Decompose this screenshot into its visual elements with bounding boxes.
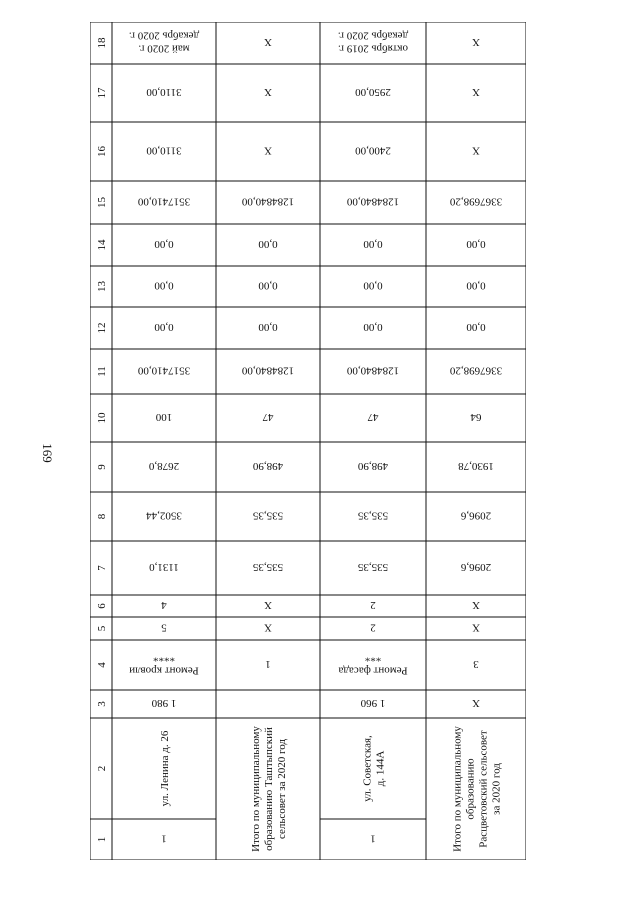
cell-r4-c17: X <box>472 86 480 98</box>
cell-r3-c11: 1284840,00 <box>346 364 400 377</box>
cell-r2-c9: 498,90 <box>252 460 284 472</box>
column-number-2: 2 <box>96 765 108 772</box>
column-number-5: 5 <box>96 625 108 632</box>
cell-r1-c9: 2678,0 <box>148 460 180 472</box>
cell-r3-c3: 1 960 <box>360 697 386 709</box>
cell-r4-c4: 3 <box>473 658 479 670</box>
column-number-15: 15 <box>96 197 108 208</box>
cell-r1-c2: ул. Ленина д. 26 <box>159 730 171 807</box>
cell-r3-c4: Ремонт фасада*** <box>338 651 408 677</box>
column-number-11: 11 <box>96 366 108 377</box>
column-number-10: 10 <box>96 412 108 424</box>
cell-r3-c7: 535,35 <box>357 561 389 573</box>
cell-r3-c10: 47 <box>367 411 379 423</box>
cell-r1-c10: 100 <box>155 411 173 423</box>
cell-r1-c16: 3110,00 <box>146 144 182 157</box>
cell-r1-c3: 1 980 <box>151 697 177 709</box>
cell-r1-c15: 3517410,00 <box>137 195 191 208</box>
column-number-18: 18 <box>96 37 108 49</box>
cell-r4-c6: X <box>472 599 480 611</box>
column-number-12: 12 <box>96 322 108 334</box>
cell-r3-c1: 1 <box>370 832 376 845</box>
page-number: 169 <box>40 443 55 463</box>
cell-r1-c7: 1131,0 <box>149 561 179 573</box>
cell-r2-c17: X <box>264 86 272 98</box>
cell-r2-c14: 0,00 <box>258 238 278 250</box>
cell-r1-c13: 0,00 <box>154 279 174 292</box>
column-number-6: 6 <box>96 603 108 609</box>
cell-r1-c8: 3502,44 <box>146 509 182 522</box>
cell-r2-c12: 0,00 <box>258 321 278 333</box>
cell-r2-c6: X <box>264 599 272 611</box>
cell-r2-c2: Итого по муниципальномуобразованию Таштыпскийсельсовет за 2020 год <box>250 726 288 852</box>
cell-r2-c13: 0,00 <box>258 279 278 292</box>
cell-r4-c3: X <box>472 697 480 709</box>
column-number-7: 7 <box>96 565 108 571</box>
cell-r2-c4: 1 <box>265 658 271 670</box>
cell-r3-c17: 2950,00 <box>355 86 391 98</box>
cell-r2-c10: 47 <box>262 411 274 423</box>
cell-r4-c5: X <box>472 621 480 634</box>
cell-r4-c16: X <box>472 144 480 157</box>
cell-r3-c5: 2 <box>370 621 376 634</box>
cell-r3-c13: 0,00 <box>363 279 383 292</box>
cell-r4-c9: 1930,78 <box>458 460 494 472</box>
cell-r4-c12: 0,00 <box>466 321 486 333</box>
cell-r2-c7: 535,35 <box>252 561 284 573</box>
cell-r4-c7: 2096,6 <box>460 561 492 573</box>
cell-r3-c15: 1284840,00 <box>346 195 400 208</box>
cell-r2-c18: X <box>264 36 272 48</box>
cell-r3-c16: 2400,00 <box>355 144 391 157</box>
cell-r4-c15: 3367698,20 <box>449 195 503 208</box>
column-number-13: 13 <box>96 281 108 292</box>
cell-r1-c17: 3110,00 <box>146 86 182 98</box>
cell-r1-c1: 1 <box>161 832 167 845</box>
cell-r1-c5: 5 <box>161 621 167 634</box>
column-number-16: 16 <box>96 146 108 157</box>
cell-r4-c13: 0,00 <box>466 279 486 292</box>
cell-r3-c2: ул. Советская,д. 144А <box>361 735 387 802</box>
cell-r1-c6: 4 <box>161 599 167 611</box>
column-number-14: 14 <box>96 239 108 251</box>
cell-r3-c8: 535,35 <box>357 509 389 522</box>
column-number-8: 8 <box>96 513 108 520</box>
cell-r2-c11: 1284840,00 <box>241 364 295 377</box>
cell-r3-c12: 0,00 <box>363 321 383 333</box>
column-number-4: 4 <box>96 662 108 668</box>
cell-r1-c18: май 2020 г.декабрь 2020 г. <box>128 29 200 55</box>
cell-r4-c10: 64 <box>470 411 482 423</box>
cell-r1-c11: 3517410,00 <box>137 364 191 377</box>
column-number-9: 9 <box>96 464 108 470</box>
cell-r1-c4: Ремонт кровли**** <box>129 651 199 677</box>
cell-r4-c2: Итого по муниципальномуобразованиюРасцветовский сельсоветза 2020 год <box>451 726 503 852</box>
cell-r4-c11: 3367698,20 <box>449 364 503 377</box>
table-grid <box>90 22 526 860</box>
cell-r3-c6: 2 <box>370 599 376 611</box>
column-number-17: 17 <box>96 87 108 99</box>
cell-r1-c14: 0,00 <box>154 238 174 250</box>
cell-r2-c5: X <box>264 621 272 634</box>
cell-r3-c14: 0,00 <box>363 238 383 250</box>
data-table <box>90 22 526 860</box>
cell-r1-c12: 0,00 <box>154 321 174 333</box>
cell-r4-c14: 0,00 <box>466 238 486 250</box>
cell-r2-c15: 1284840,00 <box>241 195 295 208</box>
cell-r4-c8: 2096,6 <box>460 509 492 522</box>
column-number-1: 1 <box>96 836 108 843</box>
cell-r3-c18: октябрь 2019 г.декабрь 2020 г. <box>337 29 409 55</box>
cell-r4-c18: X <box>472 36 480 48</box>
column-number-3: 3 <box>96 701 108 707</box>
cell-r2-c16: X <box>264 144 272 157</box>
cell-r2-c8: 535,35 <box>252 509 284 522</box>
cell-r3-c9: 498,90 <box>357 460 389 472</box>
